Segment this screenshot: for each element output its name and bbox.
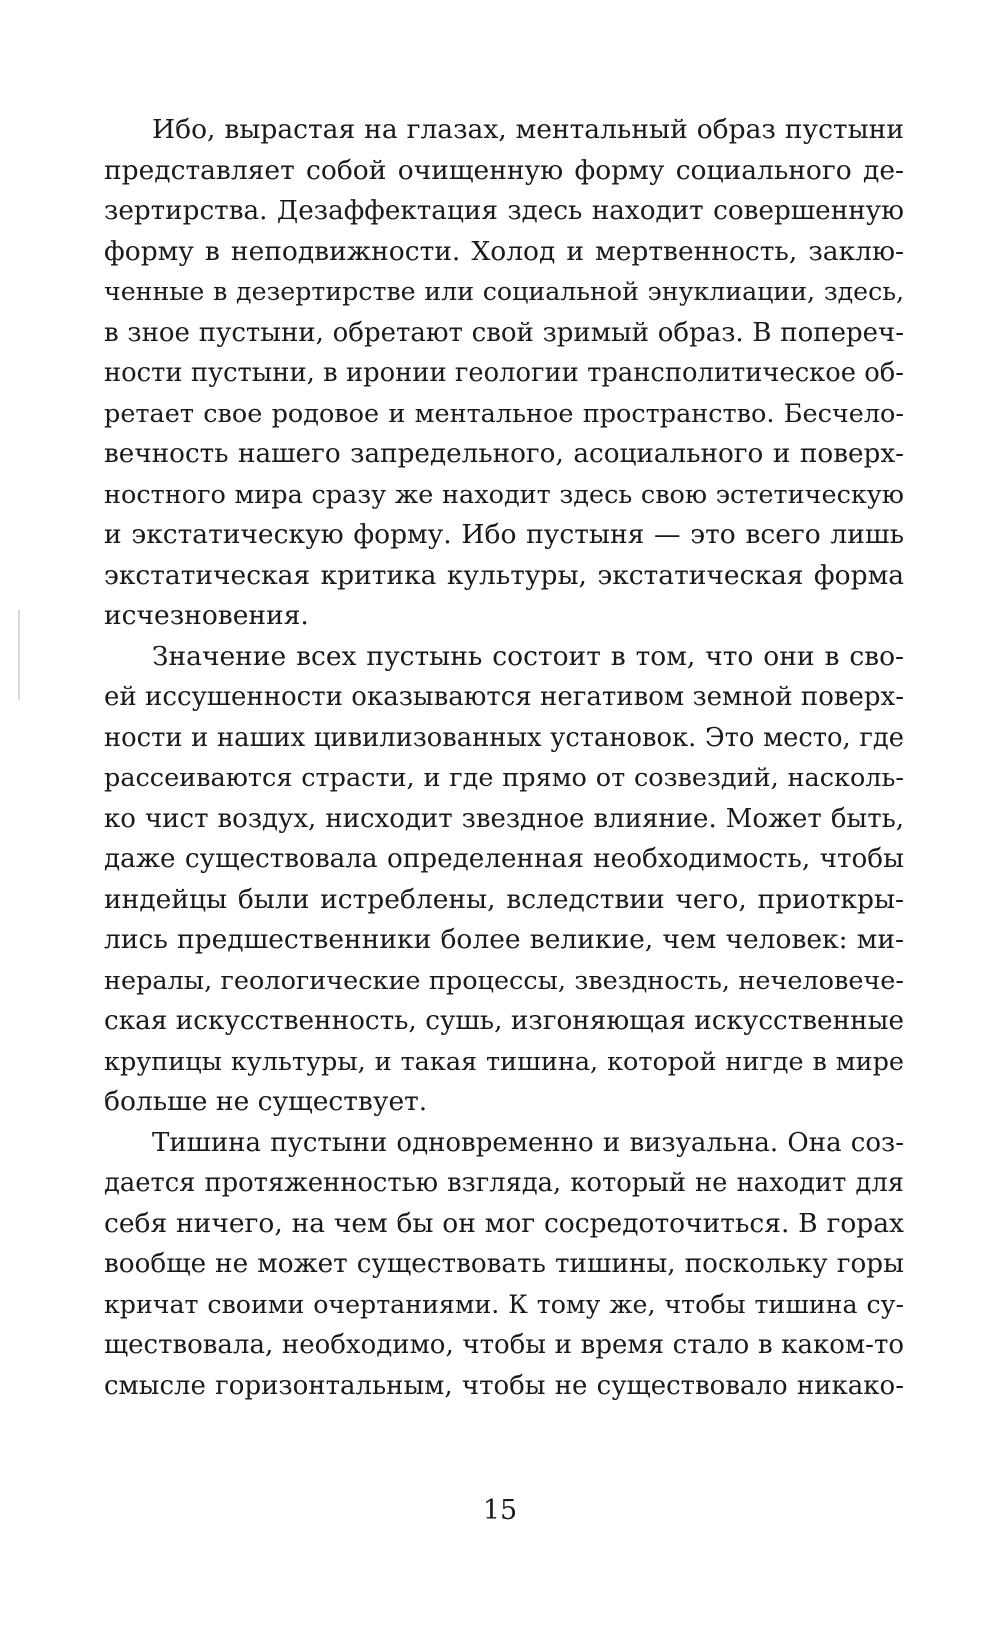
text-line: даже существовала определенная необходимость, чтобы — [104, 844, 904, 874]
body-text — [104, 110, 904, 1406]
paragraph-1 — [104, 110, 904, 637]
text-line: рассеиваются страсти, и где прямо от созвездий, насколь- — [104, 763, 904, 793]
text-line: экстатическая критика культуры, экстатическая форма — [104, 559, 904, 591]
text-line: кричат своими очертаниями. К тому же, чтобы тишина су- — [104, 1289, 904, 1319]
page-edge-mark — [18, 610, 20, 700]
text-line: в зное пустыни, обретают свой зримый образ. В попереч- — [104, 317, 904, 348]
paragraph-3 — [104, 1123, 904, 1407]
text-line: больше не существует. — [104, 1086, 428, 1117]
text-line: лись предшественники более великие, чем человек: ми- — [104, 924, 904, 955]
text-line: дается протяженностью взгляда, который не находит для — [104, 1168, 904, 1198]
text-line: вечность нашего запредельного, асоциального и поверх- — [104, 439, 904, 469]
page-number: 15 — [482, 1495, 518, 1526]
text-line: Ибо, вырастая на глазах, ментальный образ пустыни — [152, 114, 904, 145]
text-line: себя ничего, на чем бы он мог сосредоточиться. В горах — [104, 1207, 904, 1239]
text-line: исчезновения. — [104, 600, 309, 631]
text-line: ретает свое родовое и ментальное пространство. Бесчело- — [104, 398, 904, 429]
text-line: представляет собой очищенную форму социального де- — [104, 154, 904, 186]
paragraph-2 — [104, 637, 904, 1123]
text-line: и экстатическую форму. Ибо пустыня — это всего лишь — [104, 519, 904, 550]
text-line: Тишина пустыни одновременно и визуальна. Она соз- — [152, 1127, 904, 1158]
text-line: индейцы были истреблены, вследствии чего, приоткры- — [104, 883, 904, 915]
text-line: ченные в дезертирстве или социальной энуклиации, здесь, — [104, 277, 904, 306]
text-line: ская искусственность, сушь, изгоняющая искусственные — [104, 1006, 904, 1036]
text-line: ности пустыни, в иронии геологии транcполитическое об- — [104, 358, 904, 388]
text-line: ко чист воздух, нисходит звездное влияние. Может быть, — [104, 803, 904, 834]
text-line: вообще не может существовать тишины, поскольку горы — [104, 1249, 904, 1279]
text-line: ществовала, необходимо, чтобы и время стало в каком-то — [104, 1330, 904, 1360]
text-line: ностного мира сразу же находит здесь свою эстетическую — [104, 479, 904, 510]
text-line: зертирства. Дезаффектация здесь находит совершенную — [104, 196, 904, 226]
text-line: крупицы культуры, и такая тишина, которой нигде в мире — [104, 1046, 904, 1077]
text-line: нералы, геологические процессы, звездность, нечеловече- — [104, 965, 904, 996]
text-line: форму в неподвижности. Холод и мертвенность, заклю- — [104, 235, 904, 267]
text-line: ей иссушенности оказываются негативом земной поверх- — [104, 682, 904, 712]
text-line: Значение всех пустынь состоит в том, что они в сво- — [152, 640, 904, 672]
text-line: ности и наших цивилизованных установок. Это место, где — [104, 722, 904, 753]
text-line: смысле горизонтальным, чтобы не существовало никако- — [104, 1370, 904, 1401]
